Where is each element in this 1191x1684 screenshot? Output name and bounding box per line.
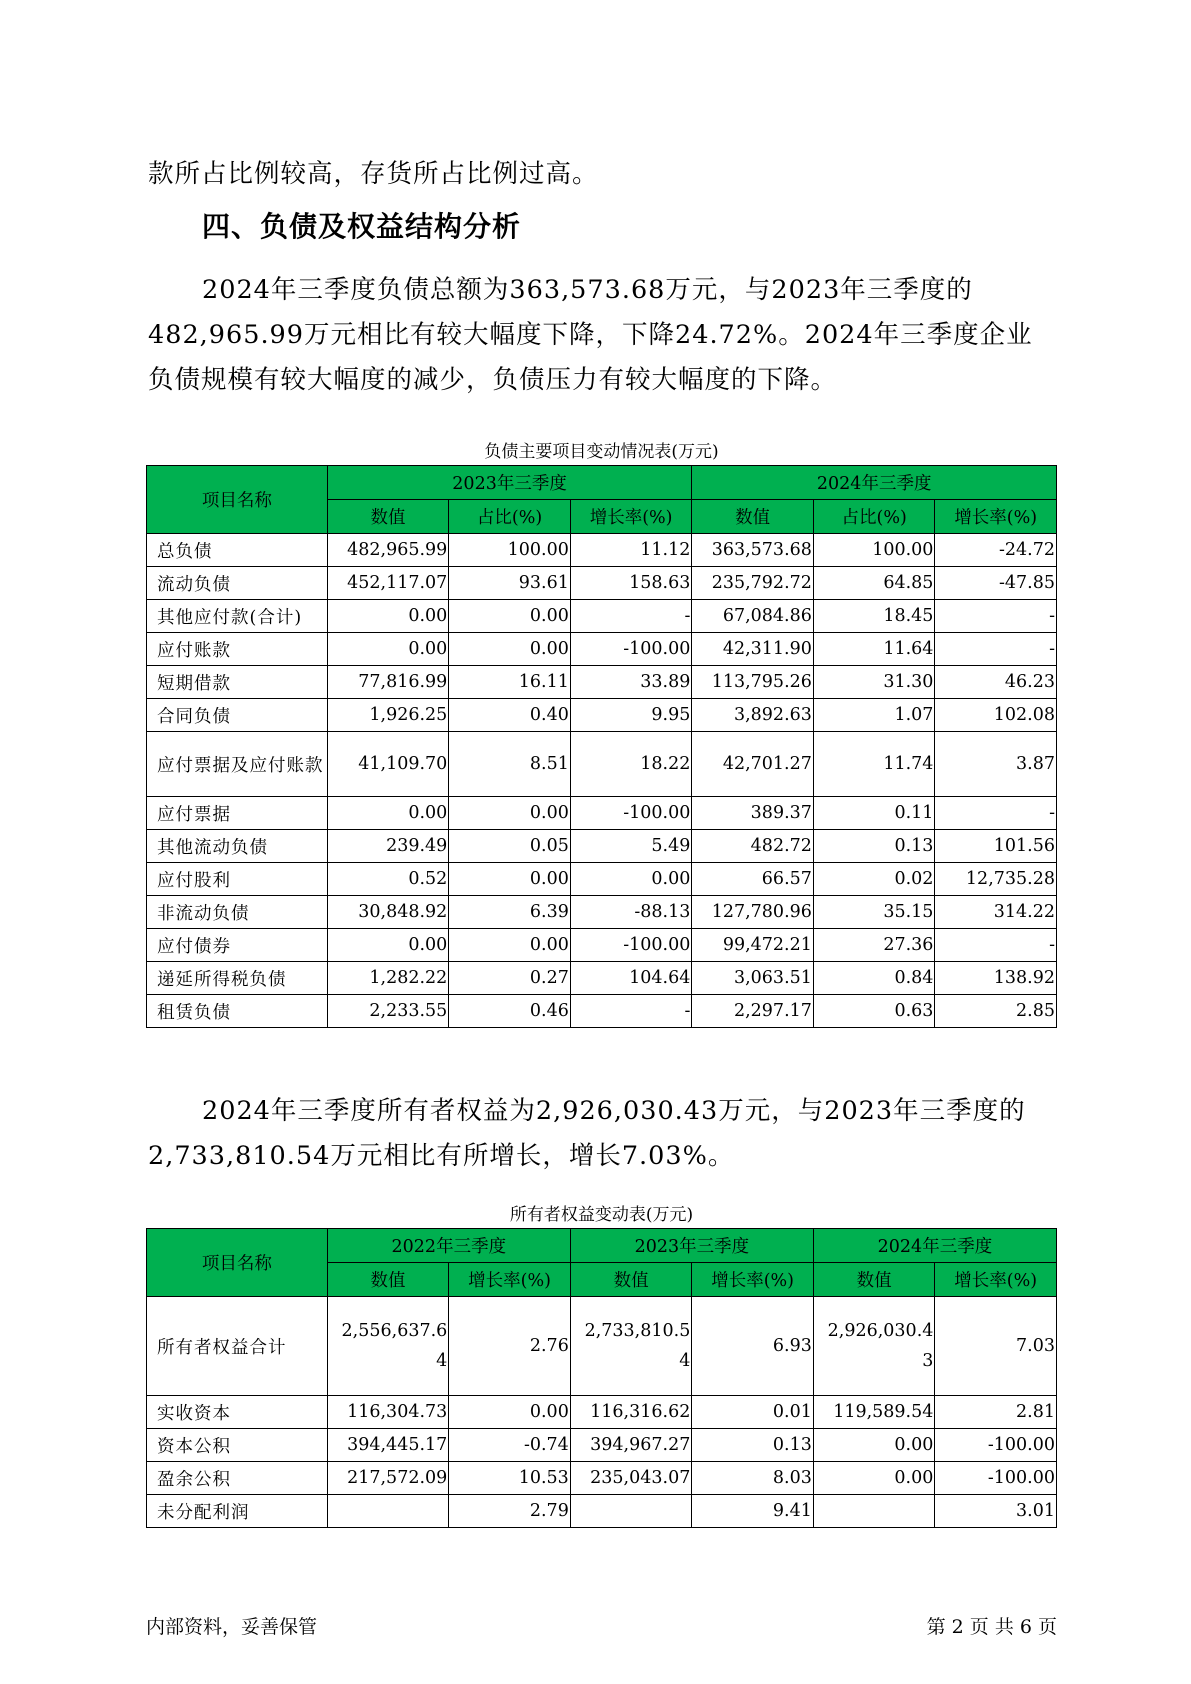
table-cell: 0.00 <box>570 863 692 896</box>
table-row <box>147 633 1057 666</box>
sub-header: 数值 <box>692 500 814 534</box>
table-cell: 8.51 <box>449 732 571 797</box>
table-cell: 8.03 <box>692 1462 814 1495</box>
table-cell: 77,816.99 <box>327 666 449 699</box>
table-cell: 158.63 <box>570 567 692 600</box>
name-column-header: 项目名称 <box>147 466 328 534</box>
table-cell: 99,472.21 <box>692 929 814 962</box>
sub-header: 增长率(%) <box>692 1263 814 1297</box>
table-cell: 16.11 <box>449 666 571 699</box>
table-row <box>147 1429 1057 1462</box>
table-row <box>147 600 1057 633</box>
sub-header: 占比(%) <box>449 500 571 534</box>
table-row <box>147 732 1057 797</box>
equity-table-caption: 所有者权益变动表(万元) <box>509 1205 694 1225</box>
table-cell: 12,735.28 <box>935 863 1057 896</box>
table-cell: 314.22 <box>935 896 1057 929</box>
table-cell: 66.57 <box>692 863 814 896</box>
table-cell: 394,967.27 <box>570 1429 692 1462</box>
table-cell: 0.05 <box>449 830 571 863</box>
period-header: 2024年三季度 <box>813 1229 1056 1263</box>
header-row <box>147 466 1057 500</box>
period-header: 2023年三季度 <box>327 466 692 500</box>
table-cell: 42,701.27 <box>692 732 814 797</box>
sub-header: 增长率(%) <box>935 500 1057 534</box>
table-cell: 0.11 <box>813 797 935 830</box>
table-cell: 1,926.25 <box>327 699 449 732</box>
table-cell: 42,311.90 <box>692 633 814 666</box>
period-header: 2024年三季度 <box>692 466 1057 500</box>
table-row <box>147 797 1057 830</box>
table-cell: 0.00 <box>813 1429 935 1462</box>
row-label: 其他应付款(合计) <box>147 600 328 633</box>
period-header: 2022年三季度 <box>327 1229 570 1263</box>
table-cell: 64.85 <box>813 567 935 600</box>
table-cell: 3,063.51 <box>692 962 814 995</box>
table-cell: 0.27 <box>449 962 571 995</box>
intro-tail-text: 款所占比例较高，存货所占比例过高。 <box>148 159 599 189</box>
table-cell: - <box>570 995 692 1028</box>
table-cell: - <box>935 797 1057 830</box>
row-label: 流动负债 <box>147 567 328 600</box>
sub-header: 数值 <box>327 500 449 534</box>
table-cell: 0.01 <box>692 1396 814 1429</box>
table-cell: 127,780.96 <box>692 896 814 929</box>
sub-header: 数值 <box>327 1263 449 1297</box>
table-cell: 18.22 <box>570 732 692 797</box>
table-cell: 41,109.70 <box>327 732 449 797</box>
table-cell: -100.00 <box>935 1462 1057 1495</box>
row-label: 应付票据及应付账款 <box>147 732 328 797</box>
table-cell: 2.81 <box>935 1396 1057 1429</box>
equity-table <box>146 1228 1057 1528</box>
table-cell: 0.00 <box>449 633 571 666</box>
row-label: 递延所得税负债 <box>147 962 328 995</box>
row-label: 租赁负债 <box>147 995 328 1028</box>
equity-paragraph: 2024年三季度所有者权益为2,926,030.43万元，与2023年三季度的2,733,810.54万元相比有所增长，增长7.03%。 <box>148 1096 1026 1171</box>
table-row <box>147 1462 1057 1495</box>
table-cell: 9.41 <box>692 1495 814 1528</box>
table-cell: 239.49 <box>327 830 449 863</box>
table-cell: 0.63 <box>813 995 935 1028</box>
table-row <box>147 534 1057 567</box>
table-cell: 33.89 <box>570 666 692 699</box>
row-label: 应付债券 <box>147 929 328 962</box>
table-cell: 67,084.86 <box>692 600 814 633</box>
liability-paragraph: 2024年三季度负债总额为363,573.68万元，与2023年三季度的482,965.99万元相比有较大幅度下降，下降24.72%。2024年三季度企业负债规模有较大幅度的减少，负债压力有较大幅度的下降。 <box>148 275 1033 395</box>
table-cell: 389.37 <box>692 797 814 830</box>
table-cell: 2,926,030.43 <box>813 1297 935 1396</box>
row-label: 应付票据 <box>147 797 328 830</box>
table-cell: 394,445.17 <box>327 1429 449 1462</box>
table-cell: 35.15 <box>813 896 935 929</box>
table-row <box>147 863 1057 896</box>
table-cell: 2.79 <box>449 1495 571 1528</box>
table-cell: 3.87 <box>935 732 1057 797</box>
table-cell: 100.00 <box>813 534 935 567</box>
table-cell: 3,892.63 <box>692 699 814 732</box>
table-cell: 235,043.07 <box>570 1462 692 1495</box>
table-cell: -100.00 <box>935 1429 1057 1462</box>
table-cell: 0.00 <box>813 1462 935 1495</box>
table-cell: 11.74 <box>813 732 935 797</box>
table-cell: -24.72 <box>935 534 1057 567</box>
table-cell: 2,733,810.54 <box>570 1297 692 1396</box>
table-cell: 102.08 <box>935 699 1057 732</box>
table-cell: 482.72 <box>692 830 814 863</box>
table-cell: 101.56 <box>935 830 1057 863</box>
table-cell: 6.93 <box>692 1297 814 1396</box>
table-cell: 11.64 <box>813 633 935 666</box>
table-cell: -100.00 <box>570 633 692 666</box>
table-cell: 0.00 <box>327 797 449 830</box>
table-cell: 0.00 <box>449 863 571 896</box>
table-cell: -88.13 <box>570 896 692 929</box>
table-cell: 2,297.17 <box>692 995 814 1028</box>
table-cell: 1.07 <box>813 699 935 732</box>
table-cell: 138.92 <box>935 962 1057 995</box>
table-cell: 116,316.62 <box>570 1396 692 1429</box>
table-cell: 0.00 <box>449 929 571 962</box>
row-label: 实收资本 <box>147 1396 328 1429</box>
table-cell <box>327 1495 449 1528</box>
table-cell: 0.00 <box>327 633 449 666</box>
table-cell: 116,304.73 <box>327 1396 449 1429</box>
table-cell: 363,573.68 <box>692 534 814 567</box>
table-cell: -47.85 <box>935 567 1057 600</box>
sub-header: 占比(%) <box>813 500 935 534</box>
table-cell: 113,795.26 <box>692 666 814 699</box>
table-cell: 0.13 <box>813 830 935 863</box>
sub-header: 增长率(%) <box>570 500 692 534</box>
table-cell: 235,792.72 <box>692 567 814 600</box>
table-cell: 2,556,637.64 <box>327 1297 449 1396</box>
row-label: 合同负债 <box>147 699 328 732</box>
table-cell: 10.53 <box>449 1462 571 1495</box>
table-cell: 5.49 <box>570 830 692 863</box>
table-row <box>147 1396 1057 1429</box>
table-cell: 119,589.54 <box>813 1396 935 1429</box>
row-label: 未分配利润 <box>147 1495 328 1528</box>
table-row <box>147 1495 1057 1528</box>
sub-header: 增长率(%) <box>935 1263 1057 1297</box>
table-cell: - <box>935 633 1057 666</box>
table-cell: -100.00 <box>570 929 692 962</box>
table-row <box>147 896 1057 929</box>
table-cell: 31.30 <box>813 666 935 699</box>
table-row <box>147 995 1057 1028</box>
row-label: 总负债 <box>147 534 328 567</box>
table-cell: 0.00 <box>327 600 449 633</box>
table-cell: 2.76 <box>449 1297 571 1396</box>
table-cell: 2,233.55 <box>327 995 449 1028</box>
table-cell: 482,965.99 <box>327 534 449 567</box>
table-cell: 0.00 <box>449 1396 571 1429</box>
table-cell: 46.23 <box>935 666 1057 699</box>
row-label: 所有者权益合计 <box>147 1297 328 1396</box>
name-column-header: 项目名称 <box>147 1229 328 1297</box>
table-cell: - <box>935 929 1057 962</box>
table-cell: 7.03 <box>935 1297 1057 1396</box>
table-row <box>147 666 1057 699</box>
table-cell: 104.64 <box>570 962 692 995</box>
footer-confidential-note: 内部资料，妥善保管 <box>146 1616 318 1638</box>
header-row <box>147 1229 1057 1263</box>
table-cell: 217,572.09 <box>327 1462 449 1495</box>
liability-table-caption: 负债主要项目变动情况表(万元) <box>484 442 719 462</box>
row-label: 短期借款 <box>147 666 328 699</box>
table-cell: 93.61 <box>449 567 571 600</box>
table-cell: 2.85 <box>935 995 1057 1028</box>
table-row <box>147 1297 1057 1396</box>
sub-header: 数值 <box>813 1263 935 1297</box>
table-cell: -100.00 <box>570 797 692 830</box>
sub-header: 数值 <box>570 1263 692 1297</box>
table-cell: 6.39 <box>449 896 571 929</box>
table-cell: 30,848.92 <box>327 896 449 929</box>
row-label: 其他流动负债 <box>147 830 328 863</box>
row-label: 非流动负债 <box>147 896 328 929</box>
table-row <box>147 962 1057 995</box>
table-cell: 9.95 <box>570 699 692 732</box>
row-label: 应付股利 <box>147 863 328 896</box>
table-row <box>147 699 1057 732</box>
table-cell: - <box>570 600 692 633</box>
table-cell <box>570 1495 692 1528</box>
table-cell: 3.01 <box>935 1495 1057 1528</box>
table-cell: 27.36 <box>813 929 935 962</box>
table-cell: 0.52 <box>327 863 449 896</box>
table-row <box>147 567 1057 600</box>
table-cell: 18.45 <box>813 600 935 633</box>
table-cell: 0.13 <box>692 1429 814 1462</box>
table-cell: 0.46 <box>449 995 571 1028</box>
table-cell: 1,282.22 <box>327 962 449 995</box>
table-row <box>147 929 1057 962</box>
table-cell: 0.00 <box>449 797 571 830</box>
table-cell: - <box>935 600 1057 633</box>
table-cell: 0.02 <box>813 863 935 896</box>
liability-table <box>146 465 1057 1028</box>
sub-header: 增长率(%) <box>449 1263 571 1297</box>
table-cell: 0.00 <box>449 600 571 633</box>
table-cell: 100.00 <box>449 534 571 567</box>
footer-page-number: 第 2 页 共 6 页 <box>926 1616 1057 1638</box>
section-heading: 四、负债及权益结构分析 <box>202 210 522 243</box>
row-label: 盈余公积 <box>147 1462 328 1495</box>
period-header: 2023年三季度 <box>570 1229 813 1263</box>
table-row <box>147 830 1057 863</box>
table-cell: 11.12 <box>570 534 692 567</box>
table-cell: 0.00 <box>327 929 449 962</box>
table-cell: 452,117.07 <box>327 567 449 600</box>
table-cell: 0.40 <box>449 699 571 732</box>
table-cell: -0.74 <box>449 1429 571 1462</box>
row-label: 资本公积 <box>147 1429 328 1462</box>
table-cell: 0.84 <box>813 962 935 995</box>
table-cell <box>813 1495 935 1528</box>
row-label: 应付账款 <box>147 633 328 666</box>
